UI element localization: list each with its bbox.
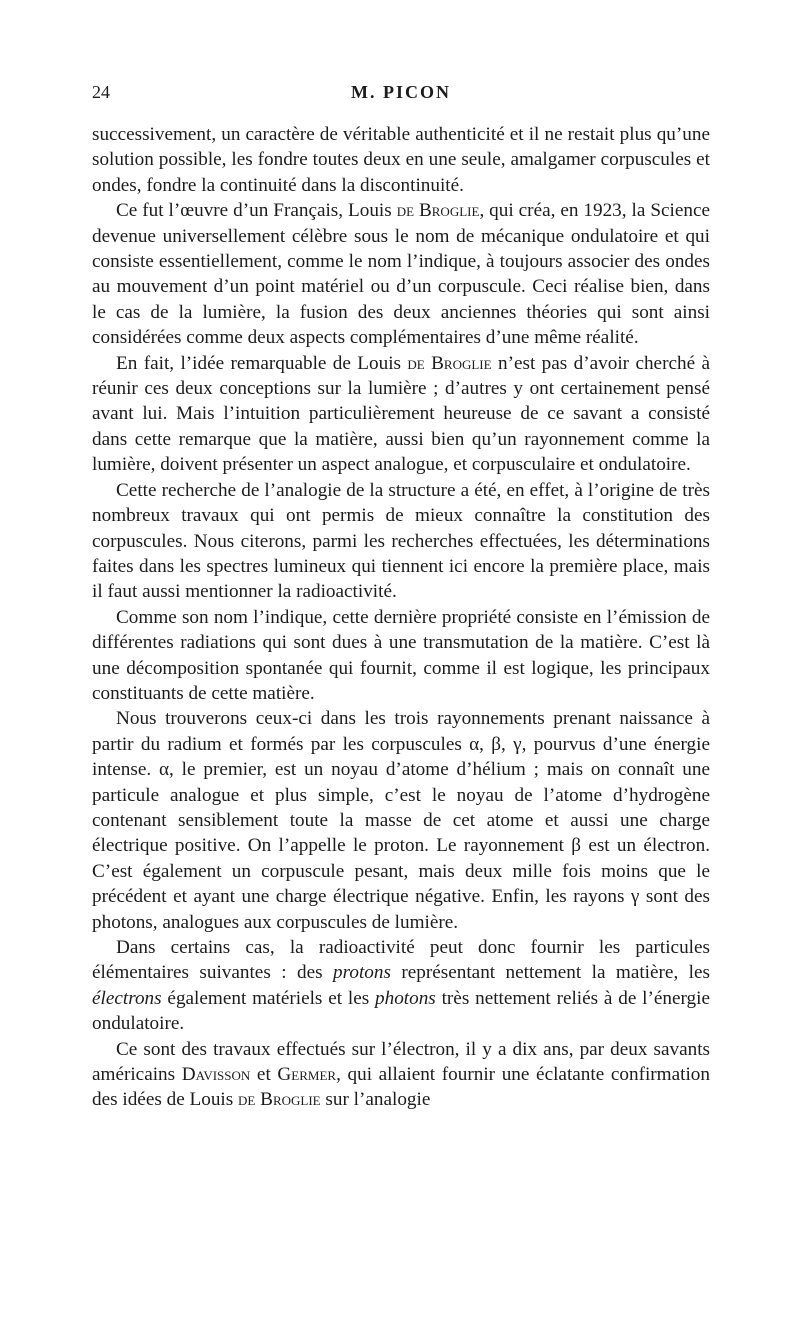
paragraph-2 — [92, 198, 710, 350]
page-number: 24 — [92, 82, 110, 102]
term-electrons: électrons — [92, 987, 162, 1009]
paragraph-8-text-b: , qui allaient fournir une éclatante confirmation des idées de Louis — [92, 1064, 710, 1111]
author-name-de-broglie: de Broglie — [238, 1089, 321, 1111]
author-name-germer: Germer — [277, 1064, 337, 1086]
paragraph-2-text-a: Ce fut l’œuvre d’un Français, Louis — [116, 200, 397, 222]
paragraph-5: Comme son nom l’indique, cette dernière propriété consiste en l’émission de différentes radiations qui sont dues à une transmutation de la matière. C’est là une décomposition spontanée qui fournit, comme il est logique, les principaux constituants de cette matière. — [92, 606, 710, 704]
paragraph-7-text-a: Dans certains cas, la radioactivité peut donc fournir les particules élémentaires suivantes : des — [92, 937, 710, 984]
page-header — [92, 82, 710, 108]
author-name-de-broglie: de Broglie — [407, 352, 492, 374]
page — [92, 82, 710, 1113]
paragraph-7-text-d: très nettement reliés à de l’énergie ondulatoire. — [92, 987, 710, 1035]
paragraph-7-text-c: également matériels et les — [161, 987, 375, 1009]
paragraph-6: Nous trouverons ceux-ci dans les trois rayonnements prenant naissance à partir du radium et formés par les corpuscules α, β, γ, pourvus d’une énergie intense. α, le premier, est un noyau d’atome d’hélium ; mais on connaît une particule analogue et plus simple, c’est le noyau de l’atome d’hydrogène contenant sensiblement toute la masse de cet atome et aussi une charge électrique positive. On l’appelle le proton. Le rayonnement β est un électron. C’est également un corpuscule pesant, mais deux mille fois moins que le précédent et ayant une charge électrique négative. Enfin, les rayons γ sont des photons, analogues aux corpuscules de lumière. — [92, 708, 710, 933]
paragraph-3-text-a: En fait, l’idée remarquable de Louis — [116, 352, 408, 374]
paragraph-1: successivement, un caractère de véritable authenticité et il ne restait plus qu’une solution possible, les fondre toutes deux en une seule, amalgamer corpuscules et ondes, fondre la continuité dans la discontinuité. — [92, 124, 710, 196]
author-name-de-broglie: de Broglie — [396, 200, 480, 222]
term-photons: photons — [375, 987, 436, 1009]
paragraph-2-text-b: , qui créa, en 1923, la Science devenue universellement célèbre sous le nom de mécanique ondulatoire et qui consiste essentiellement, comme le nom l’indique, à toujours associer des ondes au mouvement d’un point matériel ou d’un corpuscule. Ceci réalise bien, dans le cas de la lumière, la fusion des deux anciennes théories qui sont ainsi considérées comme deux aspects complémentaires d’une même réalité. — [92, 200, 710, 349]
paragraph-8-text-c: sur l’analogie — [320, 1089, 431, 1111]
paragraph-3-text-b: n’est pas d’avoir cherché à réunir ces deux conceptions sur la lumière ; d’autres y ont certainement pensé avant lui. Mais l’intuition particulièrement heureuse de ce savant a consisté dans cette remarque que la matière, aussi bien qu’un rayonnement comme la lumière, doivent présenter un aspect analogue, et corpusculaire et ondulatoire. — [92, 352, 710, 476]
paragraph-3 — [92, 351, 710, 478]
term-protons: protons — [333, 962, 391, 984]
paragraph-7-text-b: représentant nettement la matière, les — [390, 962, 710, 984]
paragraph-8-text-a: Ce sont des travaux effectués sur l’électron, il y a dix ans, par deux savants américains — [92, 1038, 710, 1086]
body-text — [92, 122, 710, 1113]
paragraph-8-text-and: et — [250, 1064, 278, 1086]
paragraph-8 — [92, 1037, 710, 1113]
author-name-davisson: Davisson — [181, 1064, 251, 1086]
paragraph-4: Cette recherche de l’analogie de la structure a été, en effet, à l’origine de très nombreux travaux qui ont permis de mieux connaître la constitution des corpuscules. Nous citerons, parmi les recherches effectuées, les déterminations faites dans les spectres lumineux qui tiennent ici encore la première place, mais il faut aussi mentionner la radioactivité. — [92, 479, 710, 603]
paragraph-7 — [92, 935, 710, 1037]
running-title: M. PICON — [351, 82, 451, 102]
